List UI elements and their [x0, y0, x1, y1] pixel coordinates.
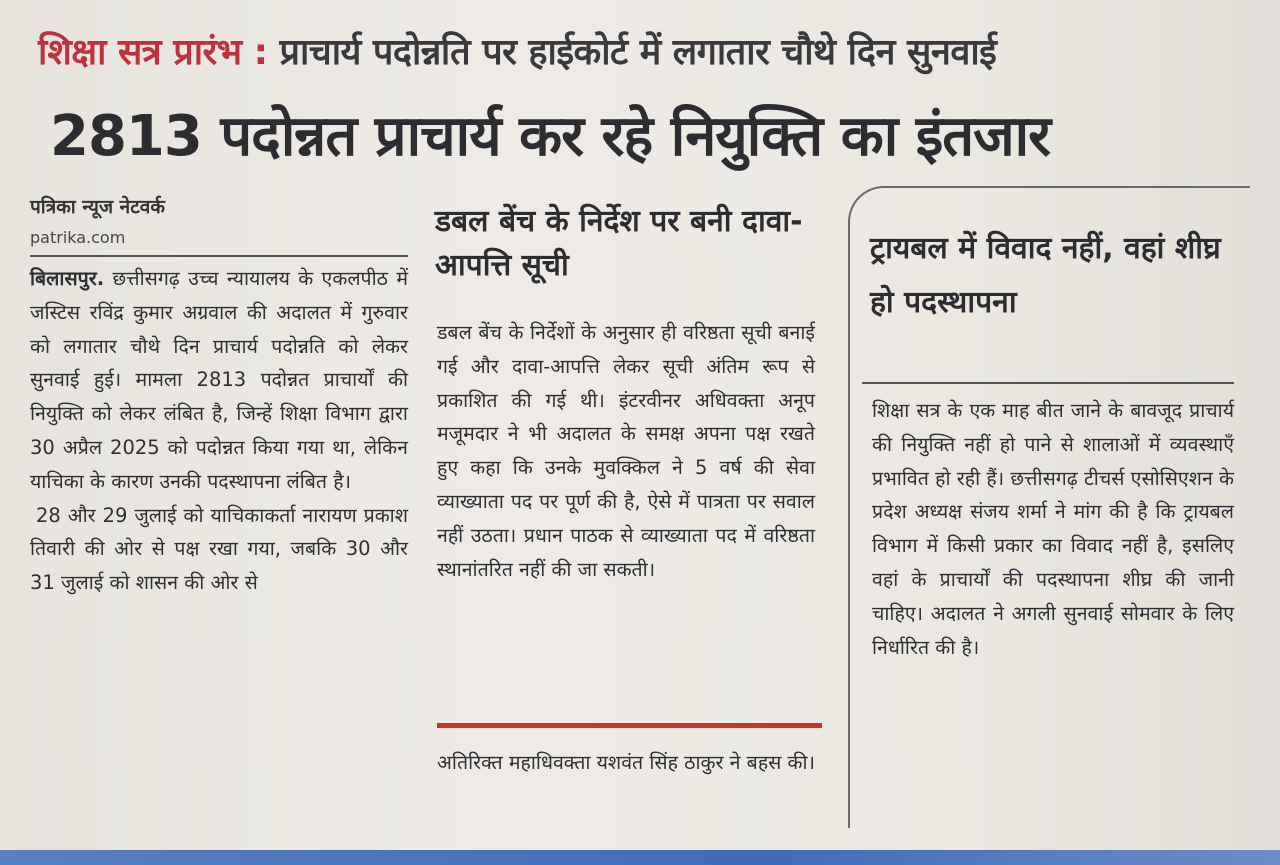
column-1-text-1: छत्तीसगढ़ उच्च न्यायालय के एकलपीठ में जस्टिस रविंद्र कुमार अग्रवाल की अदालत में गुरुवार को लगातार चौथे दिन प्राचार्य पदोन्नति को लेकर सुनवाई हुई। मामला 2813 पदोन्नत प्राचार्यों की नियुक्ति को लेकर लंबित है, जिन्हें शिक्षा विभाग द्वारा 30 अप्रैल 2025 को पदोन्नत किया गया था, लेकिन याचिका के कारण उनकी पदस्थापना लंबित है। — [30, 267, 408, 493]
headline: 2813 पदोन्नत प्राचार्य कर रहे नियुक्ति का इंतजार — [50, 104, 1051, 169]
column-1 — [30, 262, 408, 600]
byline-divider — [30, 255, 408, 257]
kicker-highlight: शिक्षा सत्र प्रारंभ : — [38, 32, 268, 73]
page-bottom-strip — [0, 850, 1280, 865]
sidebar-box-body — [872, 394, 1234, 664]
kicker-line — [38, 26, 1248, 75]
column-2-continued — [437, 746, 815, 780]
red-divider — [437, 723, 822, 728]
column-2-paragraph-2: अतिरिक्त महाधिवक्ता यशवंत सिंह ठाकुर ने बहस की। — [437, 751, 815, 774]
kicker-text: प्राचार्य पदोन्नति पर हाईकोर्ट में लगातार चौथे दिन सुनवाई — [279, 32, 997, 73]
sidebar-box-paragraph: शिक्षा सत्र के एक माह बीत जाने के बावजूद प्राचार्य की नियुक्ति नहीं हो पाने से शालाओं में व्यवस्थाएँ प्रभावित हो रही हैं। छत्तीसगढ़ टीचर्स एसोसिएशन के प्रदेश अध्यक्ष संजय शर्मा ने मांग की है कि ट्रायबल विभाग में किसी प्रकार का विवाद नहीं है, इसलिए वहां के प्राचार्यों की पदस्थापना शीघ्र की जानी चाहिए। अदालत ने अगली सुनवाई सोमवार के लिए निर्धारित की है। — [872, 399, 1234, 659]
sidebar-box-heading: ट्रायबल में विवाद नहीं, वहां शीघ्र हो पदस्थापना — [870, 231, 1221, 320]
byline: पत्रिका न्यूज नेटवर्क — [30, 196, 165, 218]
column-2-paragraph-1: डबल बेंच के निर्देशों के अनुसार ही वरिष्ठता सूची बनाई गई और दावा-आपत्ति लेकर सूची अंतिम रूप से प्रकाशित की गई थी। इंटरवीनर अधिवक्ता अनूप मजूमदार ने भी अदालत के समक्ष अपना पक्ष रखते हुए कहा कि उनके मुवक्किल ने 5 वर्ष की सेवा व्याख्याता पद पर पूर्ण की है, ऐसे में पात्रता पर सवाल नहीं उठता। प्रधान पाठक से व्याख्याता पद में वरिष्ठता स्थानांतरित नहीं की जा सकती। — [437, 321, 815, 581]
dateline: बिलासपुर. — [30, 267, 105, 290]
column-1-paragraph-2: 28 और 29 जुलाई को याचिकाकर्ता नारायण प्रकाश तिवारी की ओर से पक्ष रखा गया, जबकि 30 और 31 जुलाई को शासन की ओर से — [30, 503, 408, 595]
sidebar-box-divider — [862, 382, 1234, 384]
website-label: patrika.com — [30, 228, 126, 247]
column-2 — [437, 316, 815, 586]
column-1-paragraph-1 — [30, 262, 408, 499]
column-2-subhead: डबल बेंच के निर्देश पर बनी दावा-आपत्ति सूची — [435, 204, 803, 283]
